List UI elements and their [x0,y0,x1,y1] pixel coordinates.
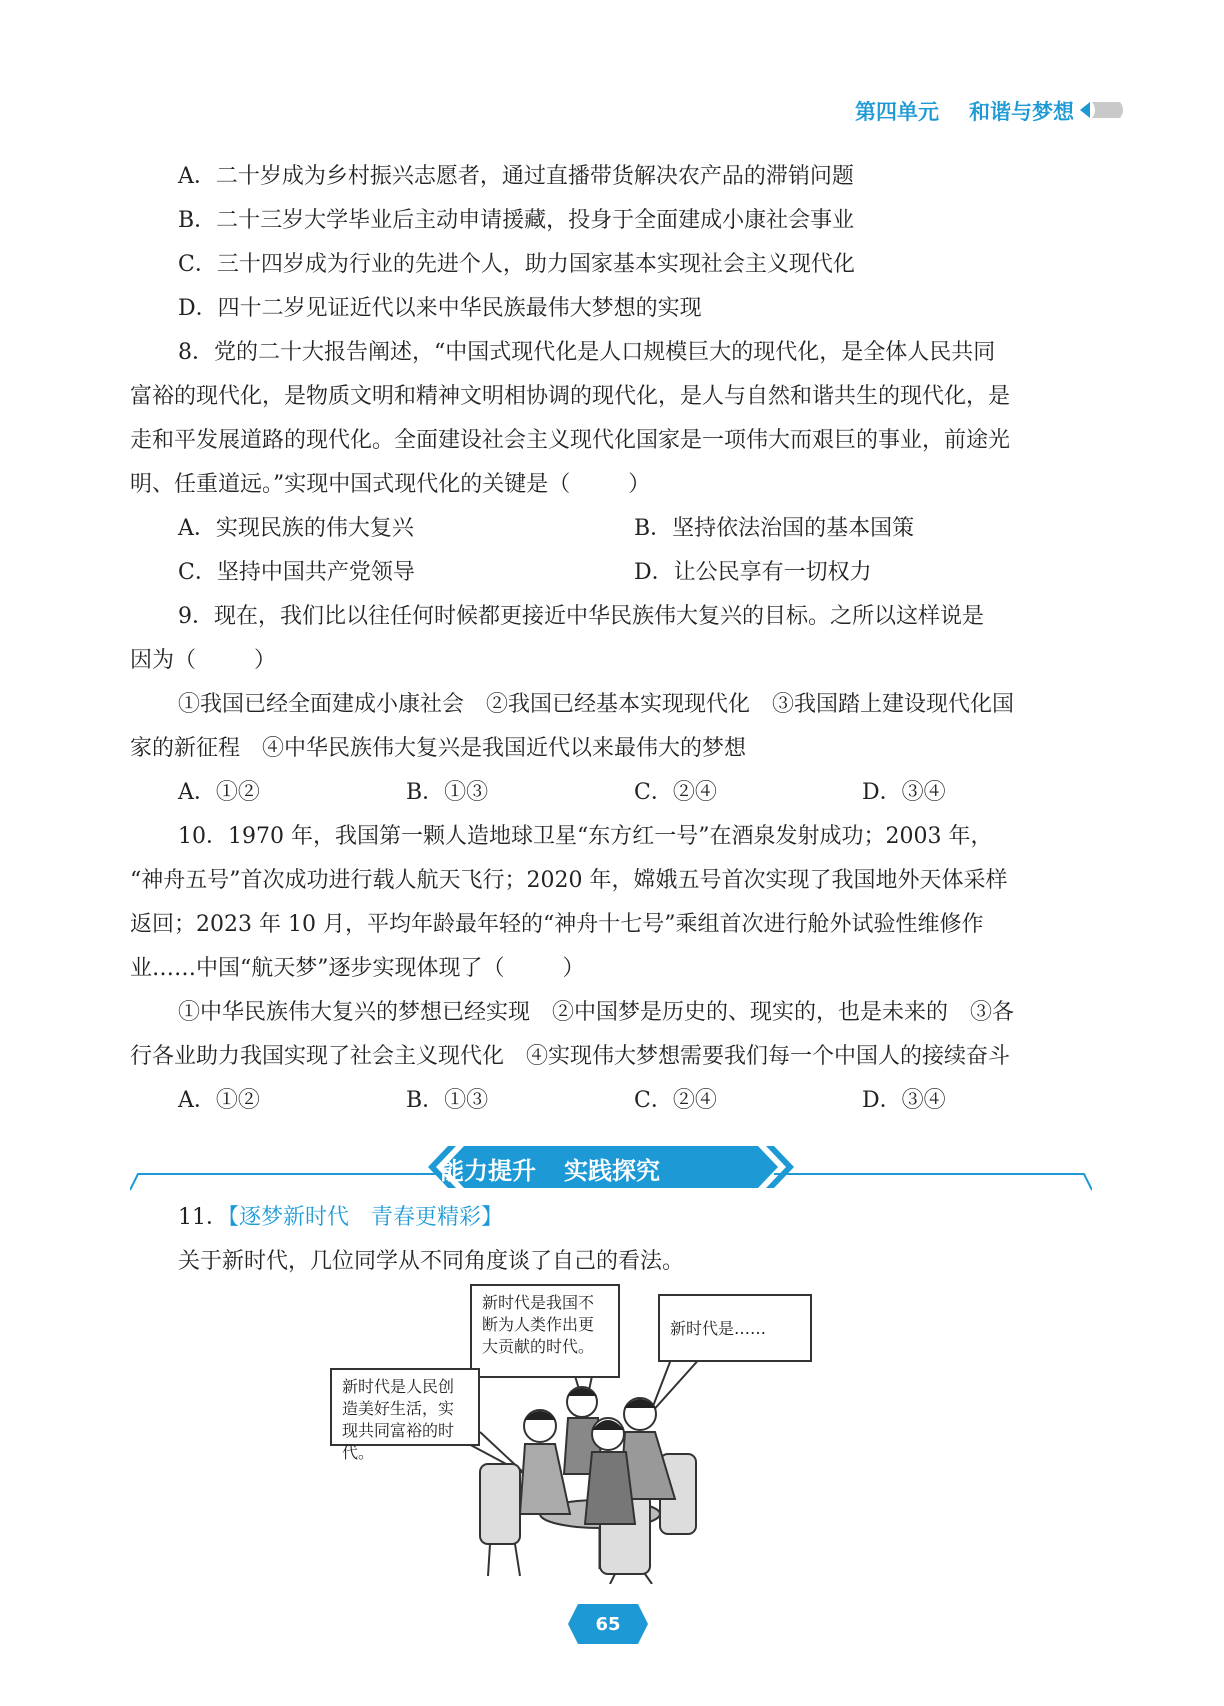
q8-line-4 [130,463,1092,507]
q8-line-3: 走和平发展道路的现代化。全面建设社会主义现代化国家是一项伟大而艰巨的事业，前途光 [130,428,1011,453]
q8-option-a: A．实现民族的伟大复兴 [178,516,414,541]
q8-options-row-1 [130,507,1092,551]
question-content [130,155,1092,1123]
q7-option-b: B．二十三岁大学毕业后主动申请援藏，投身于全面建成小康社会事业 [178,208,855,233]
cartoon-illustration [330,1284,890,1584]
q9-option-b: B．①③ [406,780,489,805]
section-title-part2: 实践探究 [564,1156,660,1185]
q10-statements-1: ①中华民族伟大复兴的梦想已经实现 ②中国梦是历史的、现实的，也是未来的 ③各 [178,1000,1015,1025]
q10-options [130,1079,1092,1123]
q8-close-paren: ） [628,472,651,497]
section-title-part1: 能力提升 [440,1156,536,1185]
q10-close-paren: ） [562,956,585,981]
q8-option-b: B．坚持依法治国的基本国策 [634,516,915,541]
header-decoration-icon [1078,98,1128,122]
q11-intro: 关于新时代，几位同学从不同角度谈了自己的看法。 [178,1249,685,1274]
unit-title: 和谐与梦想 [969,100,1074,124]
q8-stem-end: 明、任重道远。”实现中国式现代化的关键是（ [130,472,571,497]
q7-option-d: D．四十二岁见证近代以来中华民族最伟大梦想的实现 [178,296,702,321]
q10-option-b: B．①③ [406,1088,489,1113]
q8-line-2: 富裕的现代化，是物质文明和精神文明相协调的现代化，是人与自然和谐共生的现代化，是 [130,384,1011,409]
q9-option-c: C．②④ [634,780,717,805]
page-number: 65 [595,1613,621,1635]
q10-stem-end: 业……中国“航天梦”逐步实现体现了（ [130,956,505,981]
q9-option-a: A．①② [178,780,260,805]
unit-label: 第四单元 [855,100,939,124]
q9-line-1: 9．现在，我们比以往任何时候都更接近中华民族伟大复兴的目标。之所以这样说是 [178,604,984,629]
q11-title: 【逐梦新时代 青春更精彩】 [228,1205,504,1230]
q8-option-c: C．坚持中国共产党领导 [178,560,415,585]
q11-number: 11． [178,1205,228,1230]
q9-options [130,771,1092,815]
q7-option-a: A．二十岁成为乡村振兴志愿者，通过直播带货解决农产品的滞销问题 [178,164,854,189]
q10-line-2: “神舟五号”首次成功进行载人航天飞行；2020 年，嫦娥五号首次实现了我国地外天体采样 [130,868,1008,893]
q9-stem-end: 因为（ [130,648,197,673]
q11-heading [178,1196,503,1240]
q9-statements-2: 家的新征程 ④中华民族伟大复兴是我国近代以来最伟大的梦想 [130,736,747,761]
q9-close-paren: ） [254,648,277,673]
q10-line-1: 10．1970 年，我国第一颗人造地球卫星“东方红一号”在酒泉发射成功；2003 年， [178,824,993,849]
section-title [340,1146,760,1190]
q9-statements-1: ①我国已经全面建成小康社会 ②我国已经基本实现现代化 ③我国踏上建设现代化国 [178,692,1015,717]
q10-line-4 [130,947,1092,991]
q8-options-row-2 [130,551,1092,595]
q9-option-d: D．③④ [862,780,946,805]
speech-bubble-left: 新时代是人民创造美好生活，实现共同富裕的时代。 [330,1368,480,1446]
q10-line-3: 返回；2023 年 10 月，平均年龄最年轻的“神舟十七号”乘组首次进行舱外试验性维修作 [130,912,984,937]
speech-bubble-top: 新时代是我国不断为人类作出更大贡献的时代。 [470,1284,620,1378]
q8-option-d: D．让公民享有一切权力 [634,560,872,585]
q10-statements-2: 行各业助力我国实现了社会主义现代化 ④实现伟大梦想需要我们每一个中国人的接续奋斗 [130,1044,1011,1069]
q10-option-d: D．③④ [862,1088,946,1113]
page-header [855,96,1074,126]
q7-option-c: C．三十四岁成为行业的先进个人，助力国家基本实现社会主义现代化 [178,252,855,277]
q10-option-a: A．①② [178,1088,260,1113]
speech-bubble-right: 新时代是…… [658,1294,812,1362]
q9-line-2 [130,639,1092,683]
q10-option-c: C．②④ [634,1088,717,1113]
q8-line-1: 8．党的二十大报告阐述，“中国式现代化是人口规模巨大的现代化，是全体人民共同 [178,340,996,365]
